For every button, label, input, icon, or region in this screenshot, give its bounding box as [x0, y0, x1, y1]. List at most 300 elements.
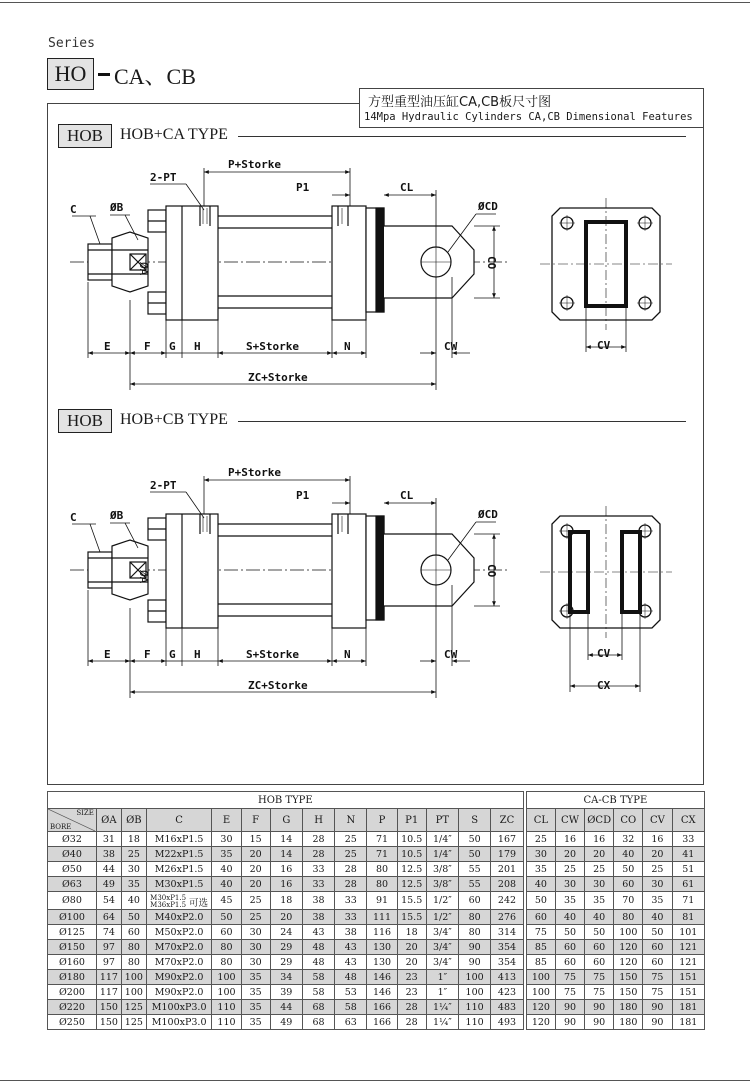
- table-cell: 117: [96, 970, 121, 985]
- table-cell: 32: [614, 832, 643, 847]
- dim-cw: CW: [444, 648, 458, 661]
- table-cell: 314: [491, 925, 523, 940]
- group-ca-cb-type: CA-CB TYPE: [526, 792, 704, 809]
- table-cell: 24: [270, 925, 302, 940]
- table-cell: 116: [367, 925, 397, 940]
- table-cell: 55: [459, 862, 491, 877]
- table-cell: 28: [397, 1015, 426, 1030]
- table-cell: 16: [270, 862, 302, 877]
- table-cell: 45: [212, 892, 241, 910]
- table-cell: 81: [672, 910, 704, 925]
- table-cell: 180: [614, 1015, 643, 1030]
- column-header: CV: [643, 809, 672, 832]
- table-cell: M90xP2.0: [146, 970, 212, 985]
- table-cell: 40: [614, 847, 643, 862]
- dim-c: C: [70, 511, 77, 524]
- bore-cell: Ø40: [48, 847, 97, 862]
- table-cell: 25: [526, 832, 555, 847]
- table-cell: 60: [643, 955, 672, 970]
- column-header: E: [212, 809, 241, 832]
- table-cell: 10.5: [397, 847, 426, 862]
- table-cell: 28: [397, 1000, 426, 1015]
- bore-cell: Ø32: [48, 832, 97, 847]
- table-cell: 85: [526, 955, 555, 970]
- table-cell: 35: [585, 892, 614, 910]
- table-cell: 151: [672, 970, 704, 985]
- column-header: PT: [426, 809, 458, 832]
- bore-cell: Ø180: [48, 970, 97, 985]
- table-cell: M26xP1.5: [146, 862, 212, 877]
- table-cell: 354: [491, 955, 523, 970]
- table-cell: 49: [96, 877, 121, 892]
- table-cell: 117: [96, 985, 121, 1000]
- table-cell: 50: [459, 832, 491, 847]
- table-cell: 111: [367, 910, 397, 925]
- dim-phi-b: ØB: [110, 201, 124, 214]
- table-cell: 50: [526, 892, 555, 910]
- table-cell: 201: [491, 862, 523, 877]
- group-hob-type: HOB TYPE: [48, 792, 524, 809]
- column-header: P1: [397, 809, 426, 832]
- table-cell: 48: [302, 940, 334, 955]
- dim-phi-cd: ØCD: [478, 508, 498, 521]
- table-cell: 53: [335, 985, 367, 1000]
- table-cell: 20: [270, 910, 302, 925]
- table-cell: 28: [302, 847, 334, 862]
- dim-cl: CL: [400, 181, 414, 194]
- table-cell: 30: [585, 877, 614, 892]
- table-cell: 33: [302, 862, 334, 877]
- table-cell: 166: [367, 1000, 397, 1015]
- table-row: [48, 862, 705, 877]
- table-cell: 242: [491, 892, 523, 910]
- table-cell: 80: [212, 940, 241, 955]
- table-cell: 49: [270, 1015, 302, 1030]
- bottom-rule: [0, 1080, 750, 1081]
- table-cell: 50: [614, 862, 643, 877]
- table-cell: 60: [585, 955, 614, 970]
- dim-g: G: [169, 340, 176, 353]
- table-cell: M30xP1.5: [146, 877, 212, 892]
- table-cell: 1″: [426, 970, 458, 985]
- table-cell: 55: [459, 877, 491, 892]
- table-row: [48, 910, 705, 925]
- table-cell: 10.5: [397, 832, 426, 847]
- table-cell: 30: [241, 925, 270, 940]
- table-cell: 34: [270, 970, 302, 985]
- model-suffix: CA、CB: [114, 64, 196, 89]
- table-cell: 100: [459, 985, 491, 1000]
- table-cell: 3/8″: [426, 877, 458, 892]
- table-cell: 50: [459, 847, 491, 862]
- table-cell: 121: [672, 940, 704, 955]
- table-cell: 75: [526, 925, 555, 940]
- table-cell: 150: [96, 1000, 121, 1015]
- table-cell: 1″: [426, 985, 458, 1000]
- table-cell: 40: [212, 862, 241, 877]
- dim-g: G: [169, 648, 176, 661]
- table-cell: 90: [555, 1000, 584, 1015]
- table-row: [48, 847, 705, 862]
- column-header: CL: [526, 809, 555, 832]
- table-cell: 90: [643, 1015, 672, 1030]
- table-cell: 28: [335, 862, 367, 877]
- table-cell: 180: [614, 1000, 643, 1015]
- table-row: [48, 970, 705, 985]
- table-cell: 38: [302, 892, 334, 910]
- table-cell: 125: [121, 1000, 146, 1015]
- table-cell: 20: [241, 847, 270, 862]
- table-cell: 71: [367, 832, 397, 847]
- table-cell: 12.5: [397, 877, 426, 892]
- table-cell: 90: [585, 1000, 614, 1015]
- table-cell: 25: [555, 862, 584, 877]
- table-cell: M22xP1.5: [146, 847, 212, 862]
- section-label: HOB+CB TYPE: [120, 411, 228, 428]
- column-header: H: [302, 809, 334, 832]
- table-cell: 120: [614, 955, 643, 970]
- dim-phi-a: ØA: [137, 262, 150, 276]
- table-cell: M70xP2.0: [146, 940, 212, 955]
- section-tag: HOB: [58, 409, 112, 433]
- column-header: CW: [555, 809, 584, 832]
- dim-2-pt: 2-PT: [150, 171, 177, 184]
- dim-co: CO: [485, 256, 498, 270]
- table-cell: 208: [491, 877, 523, 892]
- table-cell: 31: [96, 832, 121, 847]
- table-cell: 60: [121, 925, 146, 940]
- table-cell: 20: [555, 847, 584, 862]
- table-cell: 50: [643, 925, 672, 940]
- table-cell: 33: [335, 892, 367, 910]
- table-cell: 44: [270, 1000, 302, 1015]
- table-cell: 100: [121, 970, 146, 985]
- column-header: F: [241, 809, 270, 832]
- table-cell: 423: [491, 985, 523, 1000]
- table-cell: 40: [585, 910, 614, 925]
- column-header: CX: [672, 809, 704, 832]
- table-cell: 64: [96, 910, 121, 925]
- table-cell: 97: [96, 955, 121, 970]
- table-cell: 35: [241, 970, 270, 985]
- table-cell: 110: [459, 1015, 491, 1030]
- table-cell: 44: [96, 862, 121, 877]
- table-cell: 60: [585, 940, 614, 955]
- table-cell: 110: [212, 1015, 241, 1030]
- table-cell: 43: [335, 955, 367, 970]
- table-cell: 60: [459, 892, 491, 910]
- table-cell: 58: [302, 985, 334, 1000]
- dim-h: H: [194, 648, 201, 661]
- table-cell: 80: [614, 910, 643, 925]
- table-cell: 30: [212, 832, 241, 847]
- table-cell: 90: [555, 1015, 584, 1030]
- table-cell: 120: [526, 1000, 555, 1015]
- table-cell: 130: [367, 940, 397, 955]
- table-cell: 25: [241, 892, 270, 910]
- table-cell: 60: [555, 955, 584, 970]
- table-cell: 28: [302, 832, 334, 847]
- table-cell: 181: [672, 1015, 704, 1030]
- table-row: [48, 925, 705, 940]
- dim-phi-b: ØB: [110, 509, 124, 522]
- table-cell: 1¼″: [426, 1015, 458, 1030]
- bore-cell: Ø63: [48, 877, 97, 892]
- table-cell: 130: [367, 955, 397, 970]
- table-cell: 80: [459, 925, 491, 940]
- ca-cylinder-drawing: [70, 158, 672, 390]
- table-cell: 35: [555, 892, 584, 910]
- table-cell: 80: [367, 862, 397, 877]
- table-cell: 121: [672, 955, 704, 970]
- corner-bore: BORE: [50, 823, 72, 831]
- table-cell: 100: [459, 970, 491, 985]
- dim-f: F: [144, 648, 151, 661]
- table-row: [48, 940, 705, 955]
- dim-zc-stroke: ZC+Storke: [248, 679, 308, 692]
- bore-cell: Ø125: [48, 925, 97, 940]
- table-cell: 48: [302, 955, 334, 970]
- table-cell: 14: [270, 847, 302, 862]
- table-cell: 60: [643, 940, 672, 955]
- table-cell: 100: [526, 970, 555, 985]
- table-cell: 20: [241, 877, 270, 892]
- dim-c: C: [70, 203, 77, 216]
- table-cell: 3/4″: [426, 955, 458, 970]
- dim-cv: CV: [597, 647, 611, 660]
- table-cell: 80: [212, 955, 241, 970]
- table-cell: 483: [491, 1000, 523, 1015]
- table-cell: 1/2″: [426, 910, 458, 925]
- table-cell: 58: [302, 970, 334, 985]
- table-cell: 15.5: [397, 910, 426, 925]
- table-cell: 80: [121, 955, 146, 970]
- dim-zc-stroke: ZC+Storke: [248, 371, 308, 384]
- table-row: [48, 832, 705, 847]
- table-cell: 3/4″: [426, 925, 458, 940]
- table-cell: 35: [121, 877, 146, 892]
- bore-cell: Ø80: [48, 892, 97, 910]
- table-cell: 18: [270, 892, 302, 910]
- table-cell: 101: [672, 925, 704, 940]
- table-cell: 70: [614, 892, 643, 910]
- table-cell: M70xP2.0: [146, 955, 212, 970]
- table-cell: 60: [212, 925, 241, 940]
- table-cell: 75: [555, 985, 584, 1000]
- dim-f: F: [144, 340, 151, 353]
- table-cell: 151: [672, 985, 704, 1000]
- table-cell: 58: [335, 1000, 367, 1015]
- table-cell: 40: [212, 877, 241, 892]
- dim-cv: CV: [597, 339, 611, 352]
- table-cell: 166: [367, 1015, 397, 1030]
- table-cell: 43: [335, 940, 367, 955]
- table-cell: 40: [121, 892, 146, 910]
- table-cell: M90xP2.0: [146, 985, 212, 1000]
- table-cell: 146: [367, 985, 397, 1000]
- table-row: [48, 877, 705, 892]
- table-cell: 30: [643, 877, 672, 892]
- table-cell: 1/4″: [426, 847, 458, 862]
- table-column-header-row: [48, 809, 705, 832]
- table-cell: 35: [526, 862, 555, 877]
- table-cell: 18: [121, 832, 146, 847]
- table-cell: 41: [672, 847, 704, 862]
- table-cell: 15.5: [397, 892, 426, 910]
- dim-n: N: [344, 648, 351, 661]
- dim-p1: P1: [296, 489, 310, 502]
- column-header: N: [335, 809, 367, 832]
- table-cell: 15: [241, 832, 270, 847]
- model-code-box: HO: [47, 58, 94, 90]
- spec-table: [47, 791, 705, 1030]
- table-cell: 12.5: [397, 862, 426, 877]
- table-cell: 14: [270, 832, 302, 847]
- table-cell: 75: [643, 985, 672, 1000]
- bore-cell: Ø200: [48, 985, 97, 1000]
- column-header: ØB: [121, 809, 146, 832]
- bore-cell: Ø50: [48, 862, 97, 877]
- table-cell: 1/4″: [426, 832, 458, 847]
- table-cell: 25: [241, 910, 270, 925]
- table-cell: 179: [491, 847, 523, 862]
- table-cell: 50: [555, 925, 584, 940]
- table-cell: 75: [585, 970, 614, 985]
- dim-p1: P1: [296, 181, 310, 194]
- bore-cell: Ø150: [48, 940, 97, 955]
- table-cell: 100: [614, 925, 643, 940]
- table-cell: 50: [212, 910, 241, 925]
- bore-cell: Ø100: [48, 910, 97, 925]
- table-cell: 60: [555, 940, 584, 955]
- table-cell: 1/2″: [426, 892, 458, 910]
- table-cell: 181: [672, 1000, 704, 1015]
- table-cell: 40: [526, 877, 555, 892]
- table-cell: 80: [459, 910, 491, 925]
- table-cell: 18: [397, 925, 426, 940]
- table-cell: 40: [643, 910, 672, 925]
- table-cell: 100: [212, 985, 241, 1000]
- dim-phi-cd: ØCD: [478, 200, 498, 213]
- table-cell: M16xP1.5: [146, 832, 212, 847]
- dim-cw: CW: [444, 340, 458, 353]
- table-cell: 100: [212, 970, 241, 985]
- bore-cell: Ø250: [48, 1015, 97, 1030]
- table-cell: M40xP2.0: [146, 910, 212, 925]
- table-cell: 38: [302, 910, 334, 925]
- corner-size: SIZE: [76, 809, 94, 817]
- dim-p-stroke: P+Storke: [228, 158, 281, 171]
- table-cell: 276: [491, 910, 523, 925]
- table-cell: 150: [614, 985, 643, 1000]
- table-cell: 25: [335, 832, 367, 847]
- series-label: Series: [48, 36, 95, 51]
- table-cell: 23: [397, 985, 426, 1000]
- column-header: G: [270, 809, 302, 832]
- table-cell: 60: [614, 877, 643, 892]
- column-header: C: [146, 809, 212, 832]
- table-cell: 146: [367, 970, 397, 985]
- table-group-header-row: [48, 792, 705, 809]
- table-cell: 29: [270, 940, 302, 955]
- table-cell: 33: [672, 832, 704, 847]
- table-cell: 71: [367, 847, 397, 862]
- table-cell: 48: [335, 970, 367, 985]
- table-cell: 110: [212, 1000, 241, 1015]
- table-cell: 80: [367, 877, 397, 892]
- dim-n: N: [344, 340, 351, 353]
- table-cell: 20: [397, 955, 426, 970]
- section-label: HOB+CA TYPE: [120, 126, 228, 143]
- table-cell: 75: [643, 970, 672, 985]
- table-cell: 39: [270, 985, 302, 1000]
- table-row: [48, 955, 705, 970]
- table-cell: 20: [241, 862, 270, 877]
- table-cell: 51: [672, 862, 704, 877]
- column-header: ØCD: [585, 809, 614, 832]
- table-cell: 120: [526, 1015, 555, 1030]
- table-cell: 120: [614, 940, 643, 955]
- dim-cl: CL: [400, 489, 414, 502]
- table-cell: 80: [121, 940, 146, 955]
- table-cell: 35: [241, 1015, 270, 1030]
- table-cell: 25: [643, 862, 672, 877]
- table-cell: 30: [241, 940, 270, 955]
- dim-co: CO: [485, 564, 498, 578]
- table-cell: 33: [302, 877, 334, 892]
- dim-p-stroke: P+Storke: [228, 466, 281, 479]
- table-cell: 75: [555, 970, 584, 985]
- table-cell: 16: [270, 877, 302, 892]
- dim-cx: CX: [597, 679, 611, 692]
- table-cell: 20: [397, 940, 426, 955]
- bore-cell: Ø220: [48, 1000, 97, 1015]
- table-cell: 3/8″: [426, 862, 458, 877]
- table-cell: 90: [643, 1000, 672, 1015]
- table-cell: 68: [302, 1000, 334, 1015]
- table-cell: 125: [121, 1015, 146, 1030]
- table-cell: 74: [96, 925, 121, 940]
- table-cell: 61: [672, 877, 704, 892]
- dim-2-pt: 2-PT: [150, 479, 177, 492]
- table-cell: 1¼″: [426, 1000, 458, 1015]
- column-header: CO: [614, 809, 643, 832]
- table-cell: 30: [121, 862, 146, 877]
- table-cell: 54: [96, 892, 121, 910]
- table-cell: 16: [585, 832, 614, 847]
- table-cell: 150: [614, 970, 643, 985]
- section-tag: HOB: [58, 124, 112, 148]
- drawing-title-en: 14Mpa Hydraulic Cylinders CA,CB Dimensional Features: [364, 111, 693, 123]
- table-cell: 3/4″: [426, 940, 458, 955]
- table-cell: 100: [121, 985, 146, 1000]
- dim-h: H: [194, 340, 201, 353]
- table-cell: 38: [96, 847, 121, 862]
- table-cell: 413: [491, 970, 523, 985]
- table-cell: 33: [335, 910, 367, 925]
- table-cell: 29: [270, 955, 302, 970]
- table-cell: 25: [335, 847, 367, 862]
- dim-s-stroke: S+Storke: [246, 340, 299, 353]
- table-cell: 63: [335, 1015, 367, 1030]
- table-cell: 35: [643, 892, 672, 910]
- column-header: ØA: [96, 809, 121, 832]
- bore-cell: Ø160: [48, 955, 97, 970]
- table-cell: 68: [302, 1015, 334, 1030]
- table-row: [48, 892, 705, 910]
- column-header: ZC: [491, 809, 523, 832]
- column-header: P: [367, 809, 397, 832]
